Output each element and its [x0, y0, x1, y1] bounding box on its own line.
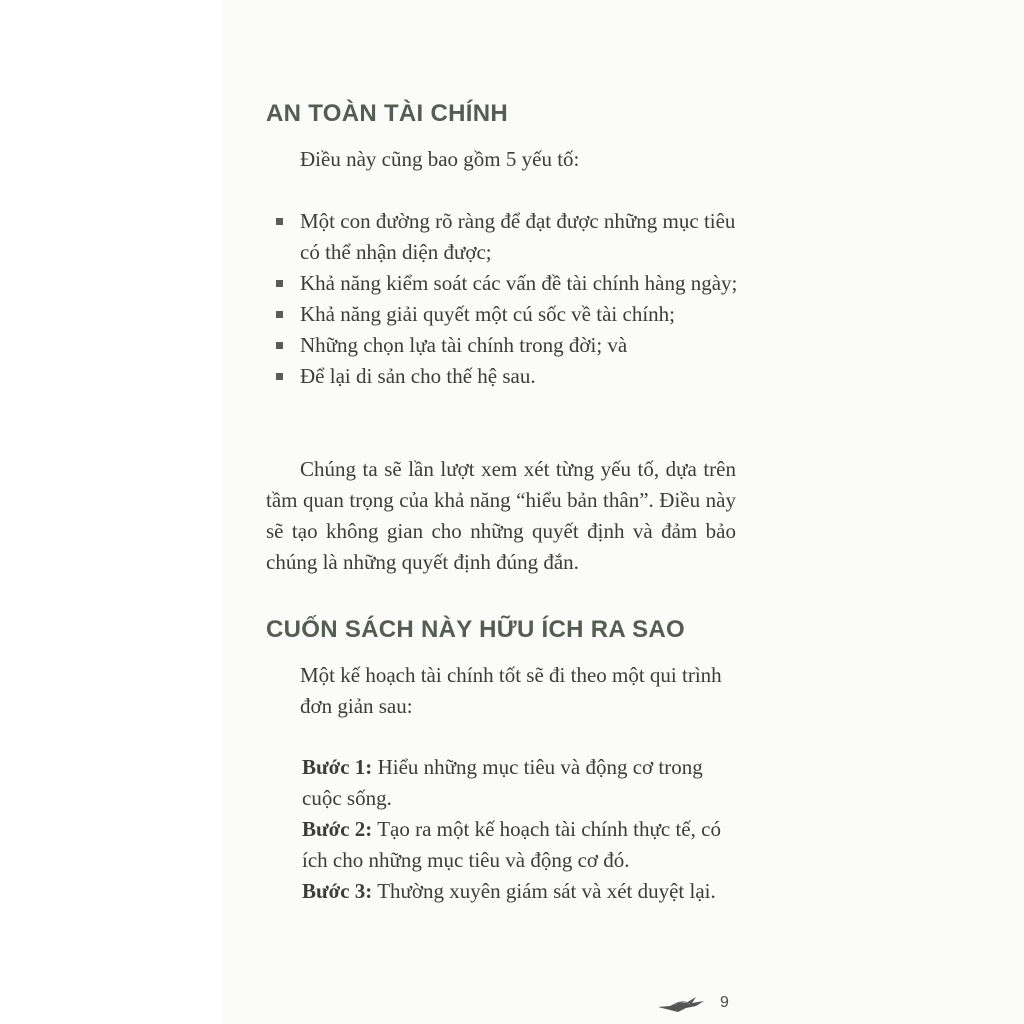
- list-item: Những chọn lựa tài chính trong đời; và: [272, 330, 742, 361]
- list-item: Khả năng giải quyết một cú sốc về tài chính;: [272, 299, 742, 330]
- list-item: Khả năng kiểm soát các vấn đề tài chính hàng ngày;: [272, 268, 742, 299]
- step-item: [302, 814, 742, 876]
- step-label: Bước 1:: [302, 755, 373, 779]
- body-paragraph: Chúng ta sẽ lần lượt xem xét từng yếu tố, dựa trên tầm quan trọng của khả năng “hiểu bản thân”. Điều này sẽ tạo không gian cho những quyết định và đảm bảo chúng là những quyết định đúng đắn.: [266, 457, 736, 574]
- page-number: 9: [720, 994, 729, 1011]
- section-heading-book-usefulness: CUỐN SÁCH NÀY HỮU ÍCH RA SAO: [266, 616, 686, 643]
- list-item: Một con đường rõ ràng để đạt được những mục tiêu có thể nhận diện được;: [272, 206, 742, 268]
- square-bullet-icon: [276, 218, 283, 225]
- step-text: Hiểu những mục tiêu và động cơ trong cuộc sống.: [302, 755, 703, 810]
- section-intro: Điều này cũng bao gồm 5 yếu tố:: [300, 147, 580, 171]
- step-text: Tạo ra một kế hoạch tài chính thực tế, có ích cho những mục tiêu và động cơ đó.: [302, 817, 721, 872]
- square-bullet-icon: [276, 280, 283, 287]
- step-text: Thường xuyên giám sát và xét duyệt lại.: [377, 879, 716, 903]
- step-item: [302, 876, 742, 907]
- step-label: Bước 3:: [302, 879, 373, 903]
- steps-list: [302, 752, 742, 907]
- list-item: Để lại di sản cho thế hệ sau.: [272, 361, 742, 392]
- square-bullet-icon: [276, 373, 283, 380]
- section-intro: Một kế hoạch tài chính tốt sẽ đi theo một qui trình đơn giản sau:: [300, 663, 722, 718]
- square-bullet-icon: [276, 342, 283, 349]
- step-label: Bước 2:: [302, 817, 373, 841]
- section-heading-financial-safety: AN TOÀN TÀI CHÍNH: [266, 100, 508, 127]
- step-item: [302, 752, 742, 814]
- bird-ornament-icon: [656, 993, 712, 1015]
- bullet-list: [272, 206, 742, 392]
- square-bullet-icon: [276, 311, 283, 318]
